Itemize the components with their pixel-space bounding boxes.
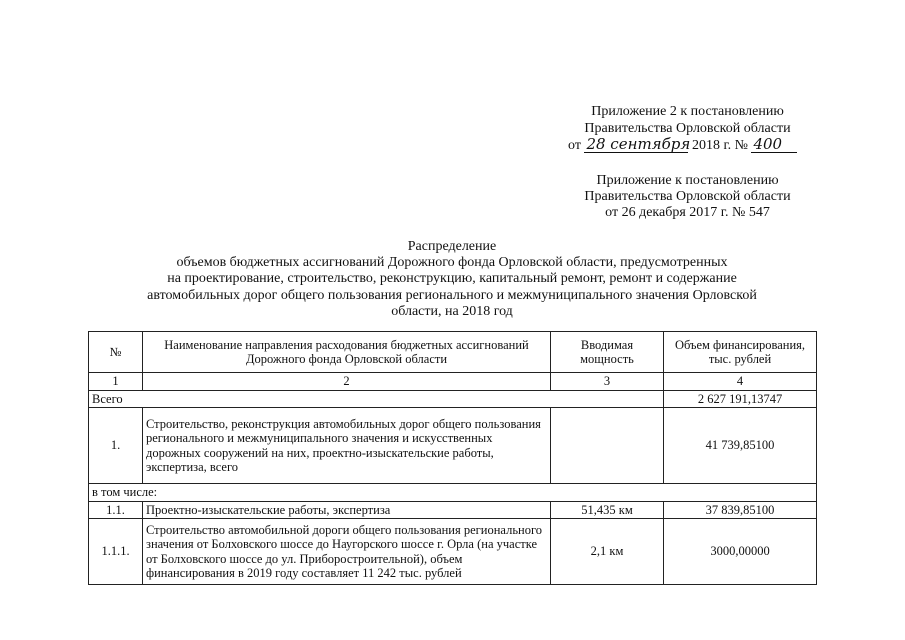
row3-funding: 3000,00000 xyxy=(664,519,817,585)
colnum-4: 4 xyxy=(664,373,817,391)
header-num: № xyxy=(89,332,143,373)
total-row xyxy=(89,390,817,408)
funding-table xyxy=(88,331,817,585)
row3-name: Строительство автомобильной дороги общего пользования регионального значения от Болховского шоссе до Наугорского шоссе г. Орла (на участке от Болховского шоссе до ул. Приборостроительной), объем финансирования в 2019 году составляет 11 242 тыс. рублей xyxy=(143,519,551,585)
title-line-2: объемов бюджетных ассигнований Дорожного фонда Орловской области, предусмотренных xyxy=(176,255,728,270)
row1-num: 1. xyxy=(89,408,143,484)
appendix-line-1: Приложение 2 к постановлению xyxy=(591,104,784,119)
including-label: в том числе: xyxy=(89,484,817,502)
colnum-2: 2 xyxy=(143,373,551,391)
header-funding: Объем финансирования, тыс. рублей xyxy=(664,332,817,373)
date-year: 2018 г. № xyxy=(691,138,748,153)
colnum-1: 1 xyxy=(89,373,143,391)
header-capacity: Вводимая мощность xyxy=(551,332,664,373)
orig-appendix-line-1: Приложение к постановлению xyxy=(596,173,779,188)
handwritten-number: 400 xyxy=(751,137,797,153)
including-row xyxy=(89,484,817,502)
colnum-3: 3 xyxy=(551,373,664,391)
total-funding: 2 627 191,13747 xyxy=(664,390,817,408)
handwritten-date: 28 сентября xyxy=(586,135,691,153)
table-row xyxy=(89,519,817,585)
orig-appendix-line-2: Правительства Орловской области xyxy=(584,189,791,204)
title-line-4: автомобильных дорог общего пользования регионального и межмуниципального значения Орловской xyxy=(147,288,757,303)
table-row xyxy=(89,408,817,484)
title-line-3: на проектирование, строительство, реконструкцию, капитальный ремонт, ремонт и содержание xyxy=(167,271,737,286)
date-prefix: от xyxy=(568,138,581,153)
row1-name: Строительство, реконструкция автомобильных дорог общего пользования регионального и межмуниципального значения и искусственных дорожных сооружений на них, проектно-изыскательские работы, экспертиза, всего xyxy=(143,408,551,484)
row2-name: Проектно-изыскательские работы, экспертиза xyxy=(143,501,551,519)
appendix-date-line xyxy=(568,137,797,154)
appendix-line-2: Правительства Орловской области xyxy=(584,121,791,136)
table-row xyxy=(89,501,817,519)
header-name: Наименование направления расходования бюджетных ассигнований Дорожного фонда Орловской области xyxy=(143,332,551,373)
row3-capacity: 2,1 км xyxy=(551,519,664,585)
row1-funding: 41 739,85100 xyxy=(664,408,817,484)
row2-capacity: 51,435 км xyxy=(551,501,664,519)
row1-capacity xyxy=(551,408,664,484)
row2-num: 1.1. xyxy=(89,501,143,519)
total-label: Всего xyxy=(89,390,664,408)
column-numbers-row xyxy=(89,373,817,391)
row2-funding: 37 839,85100 xyxy=(664,501,817,519)
table-header-row xyxy=(89,332,817,373)
row3-num: 1.1.1. xyxy=(89,519,143,585)
orig-appendix-line-3: от 26 декабря 2017 г. № 547 xyxy=(605,205,770,220)
title-line-1: Распределение xyxy=(407,239,497,254)
title-line-5: области, на 2018 год xyxy=(391,304,513,319)
